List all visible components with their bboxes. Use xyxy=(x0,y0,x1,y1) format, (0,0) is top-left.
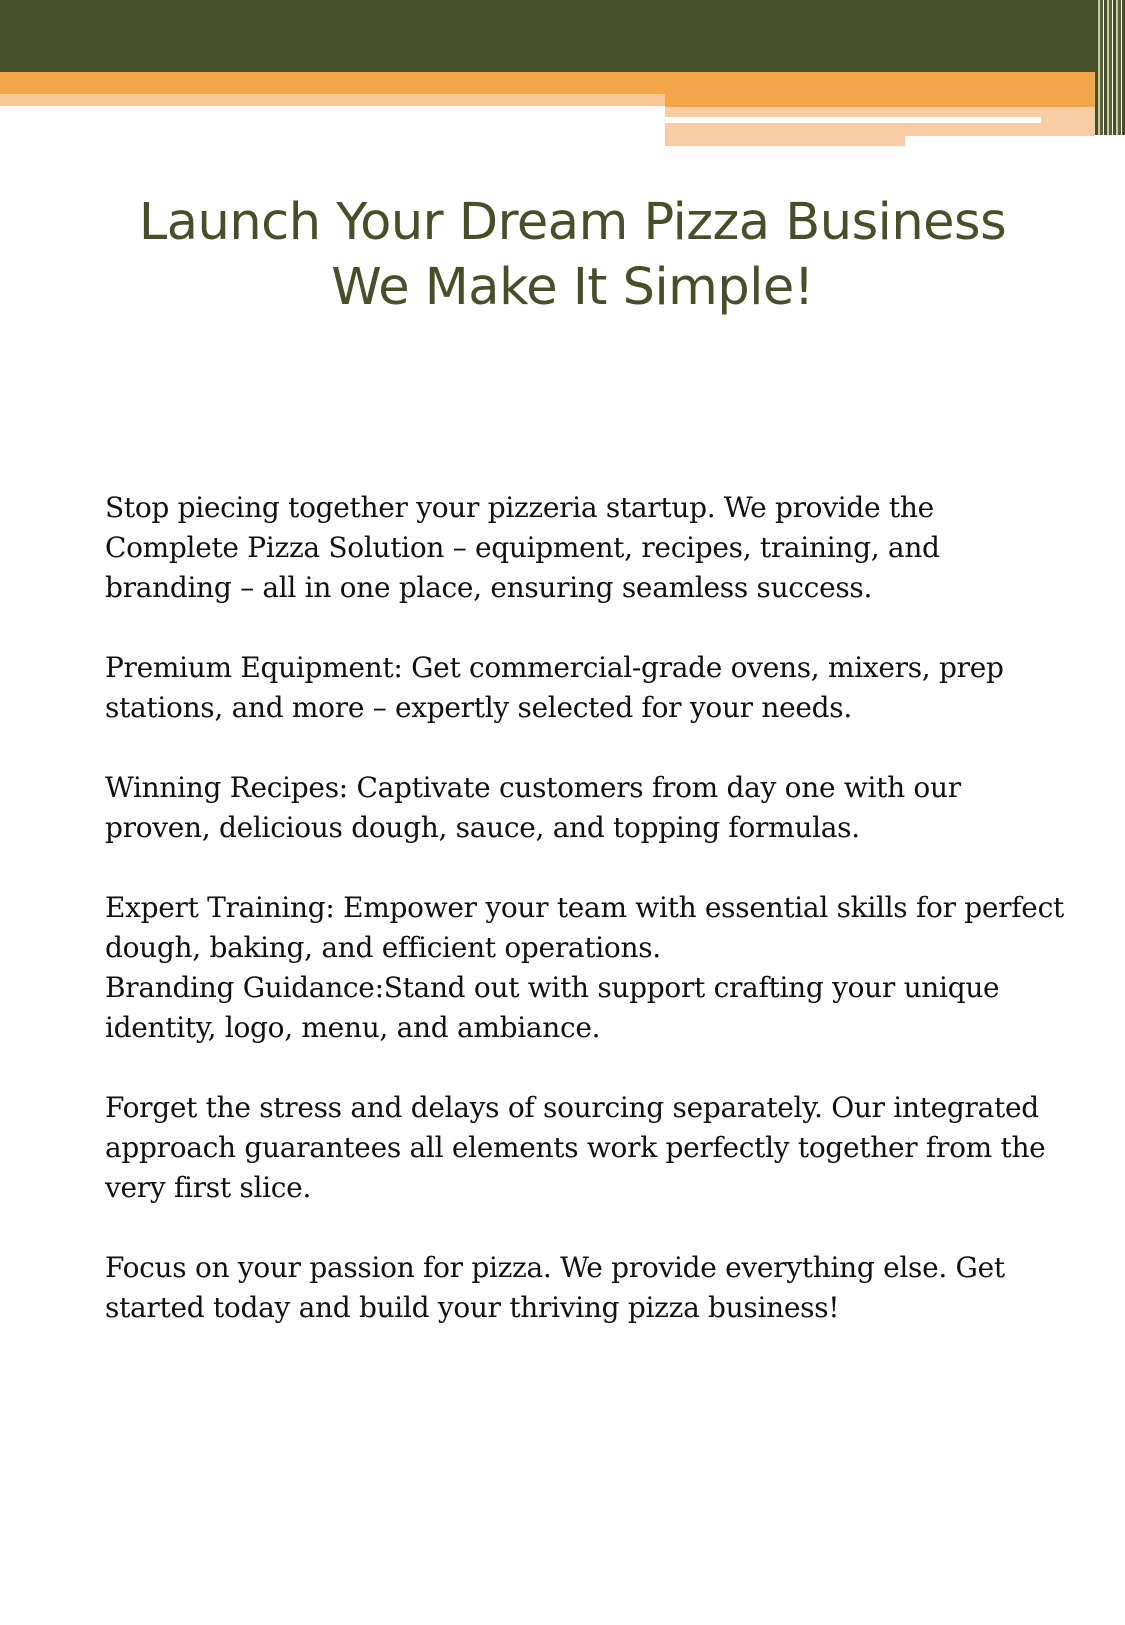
accent-stripe-orange-right xyxy=(665,94,1095,107)
body-content xyxy=(105,488,1065,1368)
accent-stripe-peach-low xyxy=(665,123,1095,136)
accent-stripe-peach-left xyxy=(0,94,665,106)
integration-paragraph: Forget the stress and delays of sourcing separately. Our integrated approach guarantees all elements work perfectly together from the very first slice. xyxy=(105,1091,1046,1204)
accent-stripe-peach-end xyxy=(665,136,905,146)
header-stripes-decoration xyxy=(1095,0,1125,135)
recipes-paragraph: Winning Recipes: Captivate customers from day one with our proven, delicious dough, sauce, and topping formulas. xyxy=(105,771,961,844)
intro-paragraph: Stop piecing together your pizzeria startup. We provide the Complete Pizza Solution – equipment, recipes, training, and branding – all in one place, ensuring seamless success. xyxy=(105,491,940,604)
branding-paragraph: Branding Guidance:Stand out with support crafting your unique identity, logo, menu, and ambiance. xyxy=(105,971,1000,1044)
closing-paragraph: Focus on your passion for pizza. We provide everything else. Get started today and build your thriving pizza business! xyxy=(105,1251,1005,1324)
page-title xyxy=(0,190,1125,320)
title-line-2: We Make It Simple! xyxy=(331,258,814,317)
equipment-paragraph: Premium Equipment: Get commercial-grade ovens, mixers, prep stations, and more – expertly selected for your needs. xyxy=(105,651,1004,724)
title-line-1: Launch Your Dream Pizza Business xyxy=(138,193,1007,252)
header-bar xyxy=(0,0,1095,72)
training-paragraph: Expert Training: Empower your team with essential skills for perfect dough, baking, and efficient operations. xyxy=(105,891,1064,964)
accent-stripe-peach-right xyxy=(665,107,1095,117)
accent-stripe-orange xyxy=(0,72,1095,94)
